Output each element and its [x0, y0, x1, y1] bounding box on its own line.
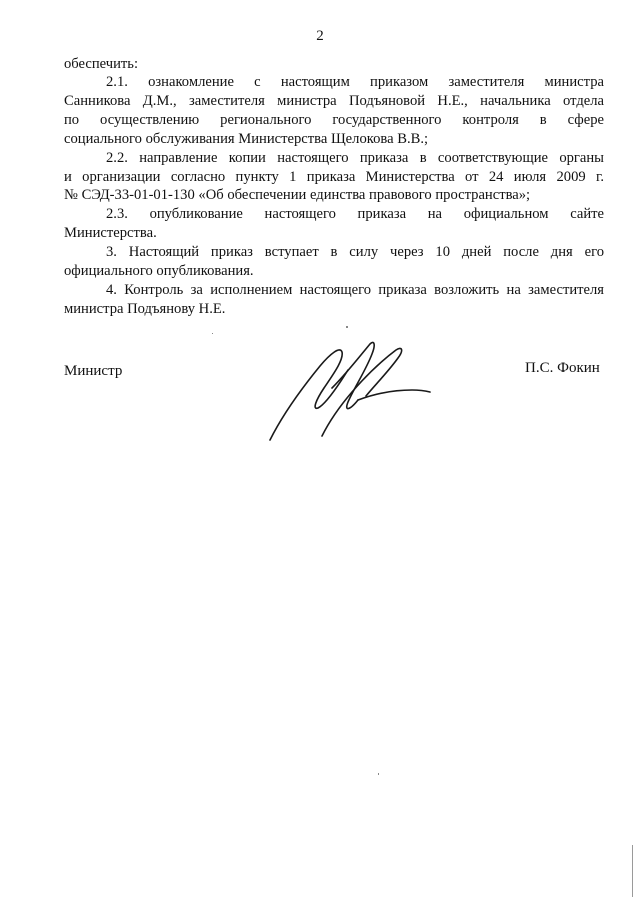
text-line-4: по осуществлению регионального государственного контроля в сфере	[64, 112, 604, 128]
text-line-9: 2.3. опубликование настоящего приказа на официальном сайте	[106, 206, 604, 222]
scan-edge-mark	[632, 845, 633, 897]
scan-speck	[212, 333, 213, 334]
text-line-8: № СЭД-33-01-01-130 «Об обеспечении единства правового пространства»;	[64, 187, 531, 203]
text-line-7: и организации согласно пункту 1 приказа Министерства от 24 июля 2009 г.	[64, 169, 604, 185]
text-line-6: 2.2. направление копии настоящего приказа в соответствующие органы	[106, 150, 604, 166]
text-line-12: официального опубликования.	[64, 263, 254, 279]
text-line-14: министра Подъянову Н.Е.	[64, 301, 226, 317]
text-line-13: 4. Контроль за исполнением настоящего приказа возложить на заместителя	[106, 282, 604, 298]
text-line-3: Санникова Д.М., заместителя министра Подъяновой Н.Е., начальника отдела	[64, 93, 604, 109]
text-line-5: социального обслуживания Министерства Щелокова В.В.;	[64, 131, 429, 147]
text-line-2: 2.1. ознакомление с настоящим приказом заместителя министра	[106, 74, 604, 90]
text-line-11: 3. Настоящий приказ вступает в силу через 10 дней после дня его	[106, 244, 604, 260]
signatory-role: Министр	[64, 363, 123, 379]
scan-speck	[346, 326, 348, 328]
handwritten-signature	[262, 336, 434, 446]
page-number: 2	[316, 28, 324, 44]
signatory-name: П.С. Фокин	[525, 360, 600, 376]
text-line-10: Министерства.	[64, 225, 157, 241]
scan-speck	[378, 773, 379, 775]
text-line-1: обеспечить:	[64, 56, 139, 72]
